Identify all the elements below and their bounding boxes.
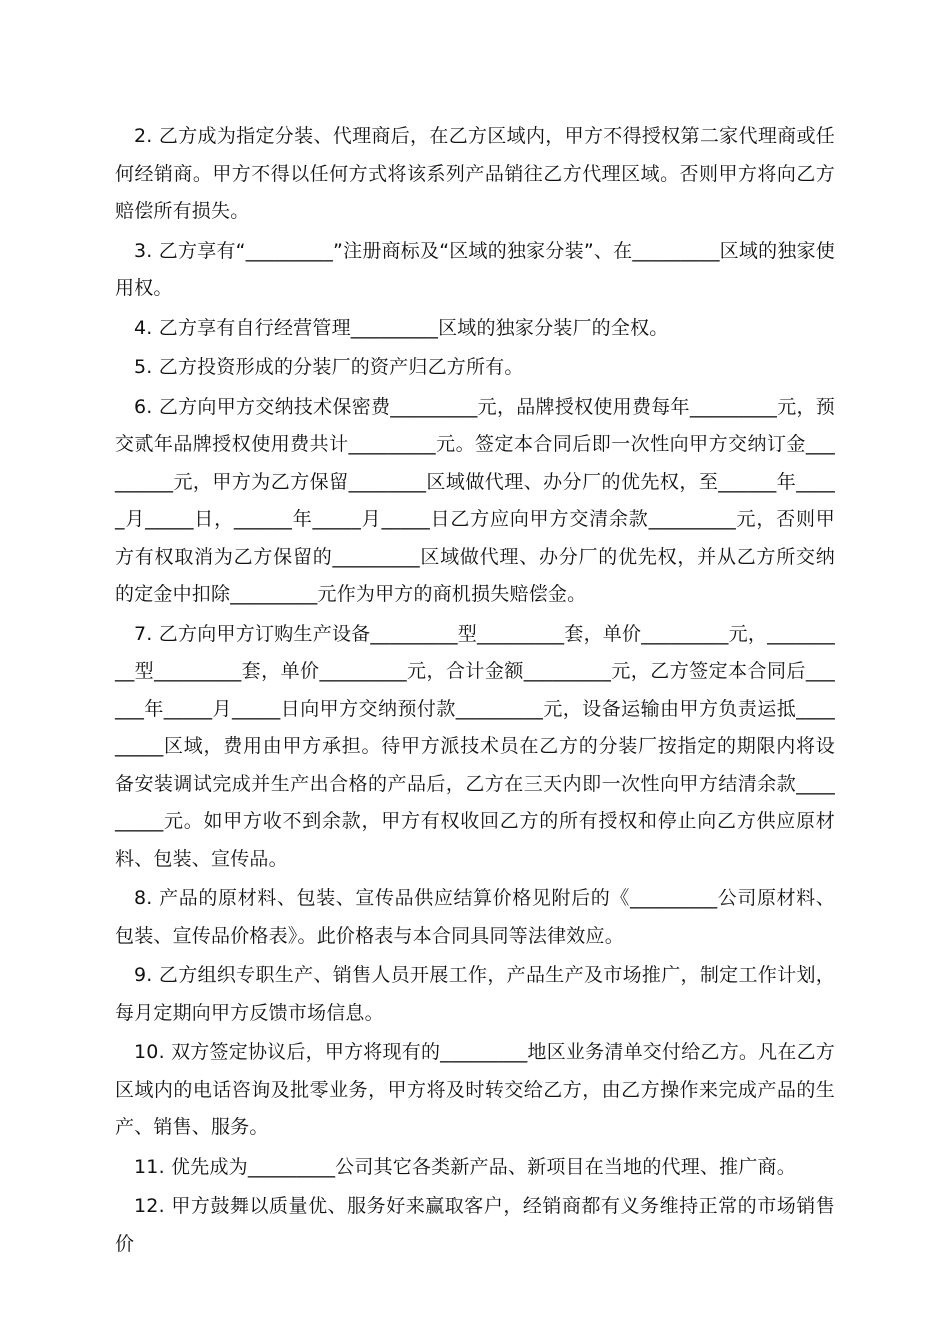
clause-5: 5. 乙方投资形成的分装厂的资产归乙方所有。 — [134, 356, 524, 378]
contract-text — [115, 118, 835, 1265]
clause-7: 7. 乙方向甲方订购生产设备_________型_________套，单价_________元，_________型_________套，单价_________元，合计金额_________元，乙方签定本合同后______年_____月_____日向甲方交纳预付款_________元，设备运输由甲方负责运抵_________区域，费用由甲方承担。待甲方派技术员在乙方的分装厂按指定的期限内将设备安装调试完成并生产出合格的产品后，乙方在三天内即一次性向甲方结清余款_________元。如甲方收不到余款，甲方有权收回乙方的所有授权和停止向乙方供应原材料、包装、宣传品。 — [115, 622, 835, 870]
clause-11: 11. 优先成为_________公司其它各类新产品、新项目在当地的代理、推广商。 — [134, 1155, 796, 1178]
clause-4: 4. 乙方享有自行经营管理_________区域的独家分装厂的全权。 — [134, 316, 669, 339]
clause-12: 12. 甲方鼓舞以质量优、服务好来赢取客户，经销商都有义务维持正常的市场销售价 — [115, 1195, 835, 1255]
clause-3: 3. 乙方享有“_________”注册商标及“区域的独家分装”、在_________区域的独家使用权。 — [115, 239, 835, 299]
clause-9: 9. 乙方组织专职生产、销售人员开展工作，产品生产及市场推广，制定工作计划，每月定期向甲方反馈市场信息。 — [115, 964, 835, 1024]
clause-2: 2. 乙方成为指定分装、代理商后，在乙方区域内，甲方不得授权第二家代理商或任何经销商。甲方不得以任何方式将该系列产品销往乙方代理区域。否则甲方将向乙方赔偿所有损失。 — [115, 125, 835, 222]
clause-10: 10. 双方签定协议后，甲方将现有的_________地区业务清单交付给乙方。凡在乙方区域内的电话咨询及批零业务，甲方将及时转交给乙方，由乙方操作来完成产品的生产、销售、服务。 — [115, 1041, 835, 1138]
clause-8: 8. 产品的原材料、包装、宣传品供应结算价格见附后的《_________公司原材料、包装、宣传品价格表》。此价格表与本合同具同等法律效应。 — [115, 887, 835, 947]
clause-6: 6. 乙方向甲方交纳技术保密费_________元，品牌授权使用费每年_________元，预交贰年品牌授权使用费共计_________元。签定本合同后即一次性向甲方交纳订金_________元，甲方为乙方保留________区域做代理、办分厂的优先权，至______年_____月_____日，______年_____月_____日乙方应向甲方交清余款_________元，否则甲方有权取消为乙方保留的_________区域做代理、办分厂的优先权，并从乙方所交纳的定金中扣除_________元作为甲方的商机损失赔偿金。 — [115, 395, 835, 605]
